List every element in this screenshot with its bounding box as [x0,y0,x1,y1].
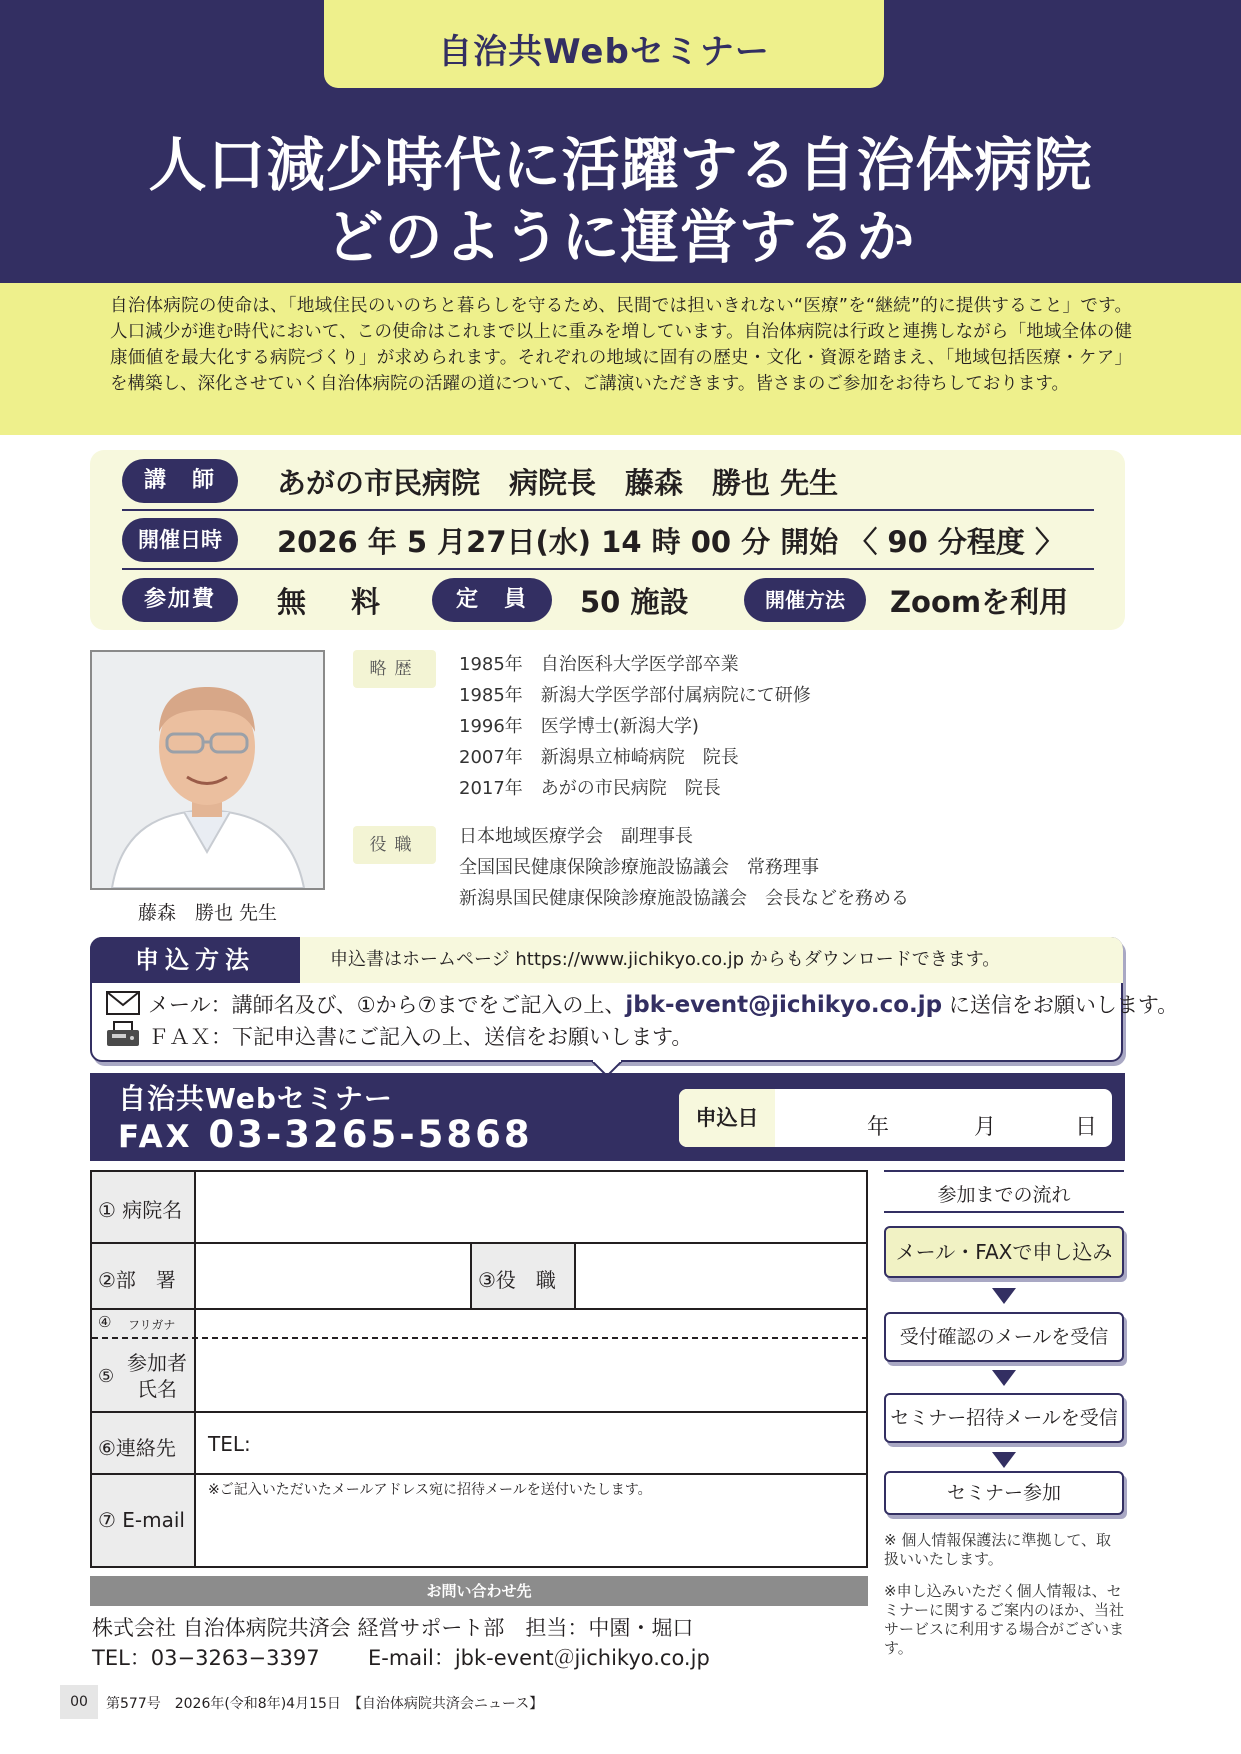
privacy-note-1: ※ 個人情報保護法に準拠して、取扱いいたします。 [884,1531,1112,1568]
application-note: 申込書はホームページ https://www.jichikyo.co.jp からもダウンロードできます。 [300,937,1123,983]
flow-line [884,1170,1124,1172]
fax-seminar-title: 自治共Webセミナー [118,1082,393,1115]
position-label: ③役 職 [478,1268,556,1292]
contact-label: ⑥連絡先 [98,1436,176,1460]
flow-step-apply: メール・FAXで申し込み [884,1226,1124,1278]
issue-info: 第577号 2026年(令和8年)4月15日 【自治体病院共済会ニュース】 [106,1696,544,1712]
career-item: 2017年 あがの市民病院 院長 [459,778,721,799]
email-note: ※ご記入いただいたメールアドレス宛に招待メールを送付いたします。 [208,1482,652,1498]
contact-email[interactable]: E-mail：jbk-event＠jichikyo.co.jp [368,1646,710,1670]
name-label: 参加者 氏名 [127,1351,187,1401]
role-item: 全国国民健康保険診療施設協議会 常務理事 [459,857,819,878]
fax-prefix: FAX [118,1119,193,1155]
position-input[interactable] [578,1244,866,1308]
method-value: Zoomを利用 [890,585,1069,619]
info-divider [122,568,1094,570]
intro-text: 自治体病院の使命は、「地域住民のいのちと暮らしを守るため、民間では担いきれない“医療”を“継続”的に提供すること」です。人口減少が進む時代において、この使命はこれまで以上に重みを増しています。自治体病院は行政と連携しながら「地域全体の健康価値を最大化する病院づくり」が求められます。それぞれの地域に固有の歴史・文化・資源を踏まえ、「地域包括医療・ケア」を構築し、深化させていく自治体病院の活躍の道について、ご講演いただきます。皆さまのご参加をお待ちしております。 [110,296,1132,394]
page-title-line1: 人口減少時代に活躍する自治体病院 [148,131,1093,199]
mail-prefix: メール：講師名及び、①から⑦までをご記入の上、 [148,993,626,1017]
role-item: 新潟県国民健康保険診療施設協議会 会長などを務める [459,888,909,909]
career-item: 1985年 自治医科大学医学部卒業 [459,654,739,675]
arrow-down-icon [992,1370,1016,1386]
arrow-down-icon [992,1288,1016,1304]
email-input[interactable] [196,1500,866,1566]
date-value: 2026 年 5 月27日(水) 14 時 00 分 開始 〈 90 分程度 〉 [277,525,1064,559]
career-item: 1985年 新潟大学医学部付属病院にて研修 [459,685,811,706]
tel-prefix: TEL: [208,1432,251,1456]
date-month: 月 [974,1115,997,1140]
fax-number-line [118,1113,533,1156]
tel-input[interactable] [250,1413,866,1473]
date-day: 日 [1075,1115,1098,1140]
role-item: 日本地域医療学会 副理事長 [459,826,693,847]
contact-org: 株式会社 自治体病院共済会 経営サポート部 担当：中園・堀口 [92,1616,694,1640]
application-title: 申込方法 [90,937,300,983]
fee-value: 無 料 [277,585,389,619]
email-label: ⑦ E-mail [98,1508,185,1532]
flow-title: 参加までの流れ [937,1184,1071,1206]
contact-tel: TEL：03−3263−3397 [92,1646,320,1670]
page-title-line2: どのように運営するか [325,203,916,271]
name-input[interactable] [196,1339,866,1411]
flow-step-confirm: 受付確認のメールを受信 [884,1312,1124,1362]
method-label: 開催方法 [744,578,866,622]
mail-suffix: に送信をお願いします。 [942,993,1179,1017]
lecturer-label: 講 師 [122,459,238,503]
speaker-caption: 藤森 勝也 先生 [137,902,278,924]
application-date-label: 申込日 [679,1089,775,1147]
fee-label: 参加費 [122,578,238,622]
career-item: 2007年 新潟県立柿崎病院 院長 [459,747,739,768]
fax-number: 03-3265-5868 [208,1113,533,1156]
capacity-value: 50 施設 [580,585,689,619]
contact-title: お問い合わせ先 [90,1576,868,1606]
application-date-box [679,1089,1112,1147]
fax-icon [106,1021,140,1051]
mail-icon [106,991,140,1019]
capacity-label: 定 員 [432,578,552,622]
privacy-note-2: ※申し込みいただく個人情報は、セミナーに関するご案内のほか、当社サービスに利用する場合がございます。 [884,1582,1125,1657]
roles-label: 役職 [353,826,436,864]
lecturer-value: あがの市民病院 病院長 藤森 勝也 先生 [277,466,839,500]
info-divider [122,509,1094,511]
arrow-down-icon [992,1452,1016,1468]
name-num: ⑤ [98,1366,115,1387]
series-tab: 自治共Webセミナー [324,0,884,88]
flow-step-attend: セミナー参加 [884,1471,1124,1515]
flow-line [884,1211,1124,1213]
hospital-label: ① 病院名 [98,1198,183,1222]
fax-instruction: ＦＡＸ：下記申込書にご記入の上、送信をお願いします。 [148,1025,693,1049]
furigana-input[interactable] [196,1310,866,1336]
mail-instruction [148,989,1178,1019]
speaker-photo [90,650,325,890]
hospital-input[interactable] [196,1172,866,1242]
date-label: 開催日時 [122,518,238,562]
furigana-label: フリガナ [128,1318,176,1332]
career-item: 1996年 医学博士(新潟大学) [459,716,699,737]
dept-label: ②部 署 [98,1268,176,1292]
flow-step-invite: セミナー招待メールを受信 [884,1393,1124,1443]
page-number: 00 [60,1685,98,1719]
furigana-num: ④ [98,1313,112,1331]
date-year: 年 [867,1115,890,1140]
dept-input[interactable] [196,1244,470,1308]
career-label: 略歴 [353,650,436,688]
form-line [92,1473,868,1475]
mail-address-link[interactable]: jbk-event@jichikyo.co.jp [625,992,943,1018]
